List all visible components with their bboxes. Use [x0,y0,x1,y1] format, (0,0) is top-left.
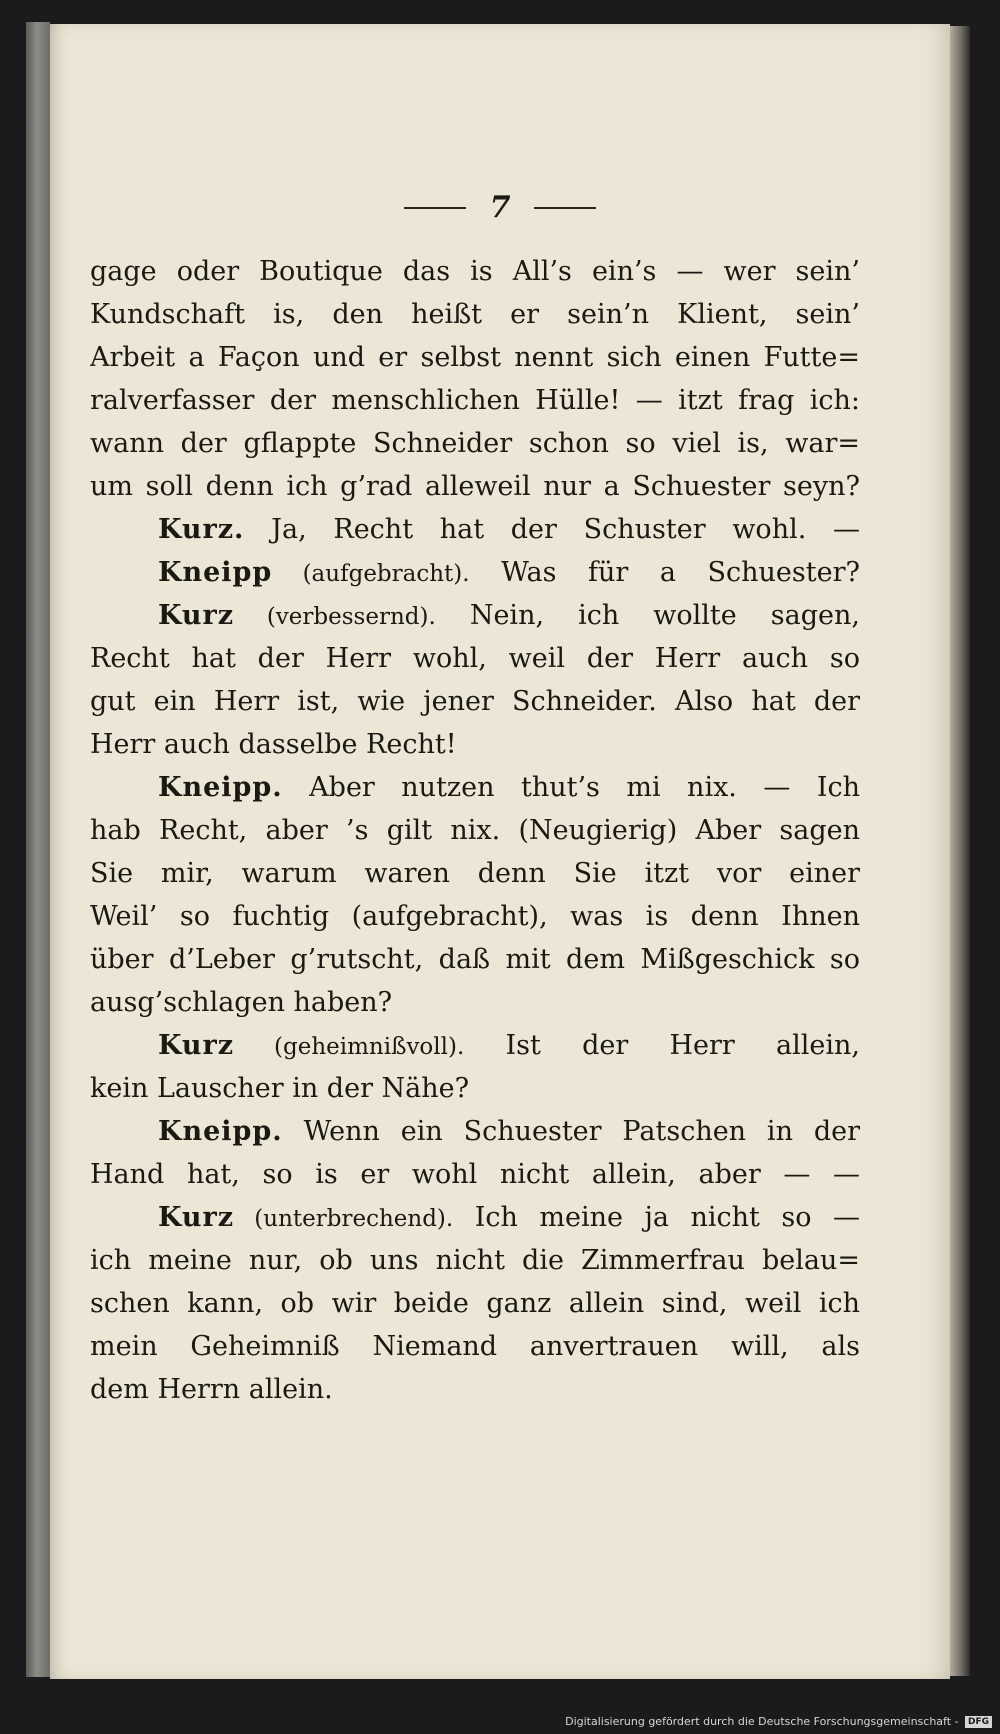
dialogue-text: Kundschaft is, den heißt er sein’n Klient, sein’ [90,299,860,330]
page-number: 7 [489,190,511,225]
book-spine [26,22,50,1677]
dialogue-text: mein Geheimniß Niemand anvertrauen will, als [90,1331,860,1362]
dialogue-text: wann der gflappte Schneider schon so viel is, war= [90,428,860,459]
text-line [90,1239,860,1282]
page-header [50,190,950,225]
dialogue-text: Ja, Recht hat der Schuster wohl. — [244,514,860,545]
page-edge [950,26,970,1676]
dialogue-text: Was für a Schuester? [469,557,860,588]
speaker-name: Kurz. [158,514,245,545]
text-line [90,1110,860,1153]
text-line [90,723,860,766]
speaker-name: Kurz [158,600,235,631]
header-dash-right [534,207,596,209]
text-line [90,637,860,680]
dialogue-text: Nein, ich wollte sagen, [435,600,860,631]
dialogue-text: Arbeit a Façon und er selbst nennt sich einen Futte= [90,342,860,373]
dialogue-text: schen kann, ob wir beide ganz allein sind, weil ich [90,1288,860,1319]
text-line [90,1067,860,1110]
book-page [50,24,950,1679]
text-line [90,680,860,723]
speaker-name: Kneipp. [158,772,283,803]
stage-direction: (unterbrechend). [234,1206,454,1232]
text-line [90,766,860,809]
stage-direction: (aufgebracht). [272,561,470,587]
stage-direction: (verbessernd). [234,604,436,630]
text-line [90,1024,860,1067]
text-line [90,379,860,422]
text-line [90,809,860,852]
speaker-name: Kneipp [158,557,273,588]
footer-credit: Digitalisierung gefördert durch die Deutsche Forschungsgemeinschaft - [565,1715,959,1728]
dialogue-text: Ist der Herr allein, [464,1030,860,1061]
text-line [90,1196,860,1239]
text-line [90,551,860,594]
page-text [90,250,860,1411]
text-line [90,1325,860,1368]
text-line [90,508,860,551]
dialogue-text: über d’Leber g’rutscht, daß mit dem Mißgeschick so [90,944,860,975]
text-line [90,336,860,379]
dialogue-text: um soll denn ich g’rad alleweil nur a Schuester seyn? [90,471,860,502]
text-line [90,938,860,981]
speaker-name: Kurz [158,1202,235,1233]
dialogue-text: ich meine nur, ob uns nicht die Zimmerfrau belau= [90,1245,860,1276]
dialogue-text: Hand hat, so is er wohl nicht allein, aber — — [90,1159,860,1190]
dialogue-text: Weil’ so fuchtig (aufgebracht), was is denn Ihnen [90,901,860,932]
dialogue-text: Ich meine ja nicht so — [453,1202,860,1233]
dialogue-text: ausg’schlagen haben? [90,987,393,1018]
dialogue-text: Wenn ein Schuester Patschen in der [282,1116,860,1147]
speaker-name: Kurz [158,1030,235,1061]
dialogue-text: gage oder Boutique das is All’s ein’s — wer sein’ [90,256,860,287]
dfg-logo: DFG [965,1716,992,1728]
text-line [90,594,860,637]
dialogue-text: Sie mir, warum waren denn Sie itzt vor einer [90,858,860,889]
text-line [90,422,860,465]
text-line [90,981,860,1024]
dialogue-text: hab Recht, aber ’s gilt nix. (Neugierig) Aber sagen [90,815,860,846]
speaker-name: Kneipp. [158,1116,283,1147]
text-line [90,1282,860,1325]
text-line [90,293,860,336]
dialogue-text: dem Herrn allein. [90,1374,333,1405]
dialogue-text: ralverfasser der menschlichen Hülle! — itzt frag ich: [90,385,860,416]
dialogue-text: gut ein Herr ist, wie jener Schneider. Also hat der [90,686,860,717]
text-line [90,250,860,293]
text-line [90,895,860,938]
text-line [90,465,860,508]
stage-direction: (geheimnißvoll). [234,1034,465,1060]
text-line [90,1368,860,1411]
dialogue-text: kein Lauscher in der Nähe? [90,1073,470,1104]
text-line [90,1153,860,1196]
header-dash-left [404,207,466,209]
digitization-footer [565,1715,992,1728]
dialogue-text: Aber nutzen thut’s mi nix. — Ich [282,772,860,803]
text-line [90,852,860,895]
dialogue-text: Recht hat der Herr wohl, weil der Herr auch so [90,643,860,674]
dialogue-text: Herr auch dasselbe Recht! [90,729,457,760]
